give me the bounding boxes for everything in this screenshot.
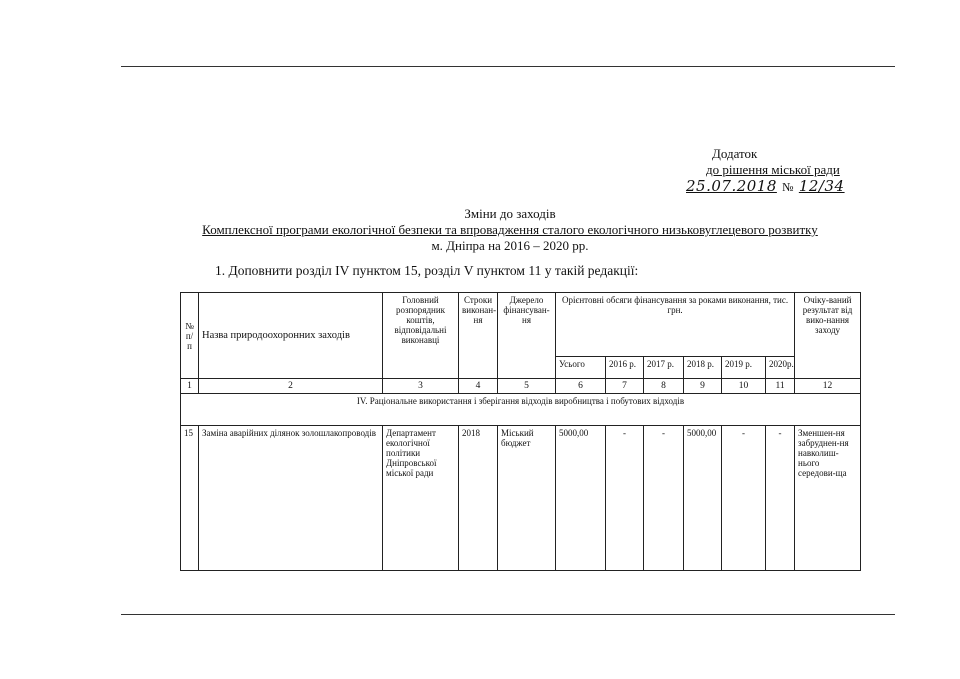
row-year-2017: -	[644, 426, 684, 571]
header-year-2016: 2016 р.	[606, 357, 644, 379]
header-result: Очіку-ваний результат від вико-нання заходу	[795, 293, 861, 379]
col-number: 12	[795, 379, 861, 394]
col-number: 7	[606, 379, 644, 394]
top-rule	[121, 66, 895, 67]
col-number: 6	[556, 379, 606, 394]
row-year-2016: -	[606, 426, 644, 571]
annex-date: 25.07.2018	[686, 177, 777, 195]
header-volumes: Орієнтовні обсяги фінансування за роками виконання, тис. грн.	[556, 293, 795, 357]
col-number: 1	[181, 379, 199, 394]
col-number: 4	[459, 379, 498, 394]
header-year-2020: 2020р.	[766, 357, 795, 379]
col-number: 9	[684, 379, 722, 394]
header-name: Назва природоохоронних заходів	[199, 293, 383, 379]
col-number: 3	[383, 379, 459, 394]
row-year-2019: -	[722, 426, 766, 571]
annex-reference: до рішення міської ради	[706, 162, 840, 177]
header-source: Джерело фінансуван-ня	[498, 293, 556, 379]
bottom-rule	[121, 614, 895, 615]
col-number: 11	[766, 379, 795, 394]
header-num: № п/п	[181, 293, 199, 379]
row-num: 15	[181, 426, 199, 571]
header-year-2019: 2019 р.	[722, 357, 766, 379]
row-year-2020: -	[766, 426, 795, 571]
annex-date-number	[686, 178, 845, 195]
row-name: Заміна аварійних ділянок золошлакопроводів	[199, 426, 383, 571]
row-total: 5000,00	[556, 426, 606, 571]
col-number: 2	[199, 379, 383, 394]
row-term: 2018	[459, 426, 498, 571]
col-number: 10	[722, 379, 766, 394]
annex-title: Додаток	[712, 146, 758, 161]
annex-block	[686, 146, 845, 195]
col-number: 8	[644, 379, 684, 394]
title-line-3: м. Дніпра на 2016 – 2020 рр.	[431, 238, 589, 253]
section-heading: IV. Раціональне використання і зберігання відходів виробництва і побутових відходів	[181, 394, 861, 426]
annex-number: 12/34	[798, 177, 845, 195]
header-year-2017: 2017 р.	[644, 357, 684, 379]
row-executor: Департамент екологічної політики Дніпровської міської ради	[383, 426, 459, 571]
document-title	[160, 206, 860, 254]
measures-table	[180, 292, 861, 571]
col-number: 5	[498, 379, 556, 394]
row-year-2018: 5000,00	[684, 426, 722, 571]
header-year-2018: 2018 р.	[684, 357, 722, 379]
amendment-point: 1. Доповнити розділ IV пунктом 15, розділ V пунктом 11 у такій редакції:	[215, 263, 639, 278]
row-result: Зменшен-ня забруднен-ня навколиш-нього середови-ща	[795, 426, 861, 571]
title-line-2: Комплексної програми екологічної безпеки та впровадження сталого екологічного низьковуглецевого розвитку	[202, 222, 818, 237]
header-executor: Головний розпорядник коштів, відповідальні виконавці	[383, 293, 459, 379]
annex-number-sign: №	[782, 180, 794, 194]
title-line-1: Зміни до заходів	[464, 206, 556, 221]
header-total: Усього	[556, 357, 606, 379]
row-source: Міський бюджет	[498, 426, 556, 571]
header-terms: Строки виконан-ня	[459, 293, 498, 379]
